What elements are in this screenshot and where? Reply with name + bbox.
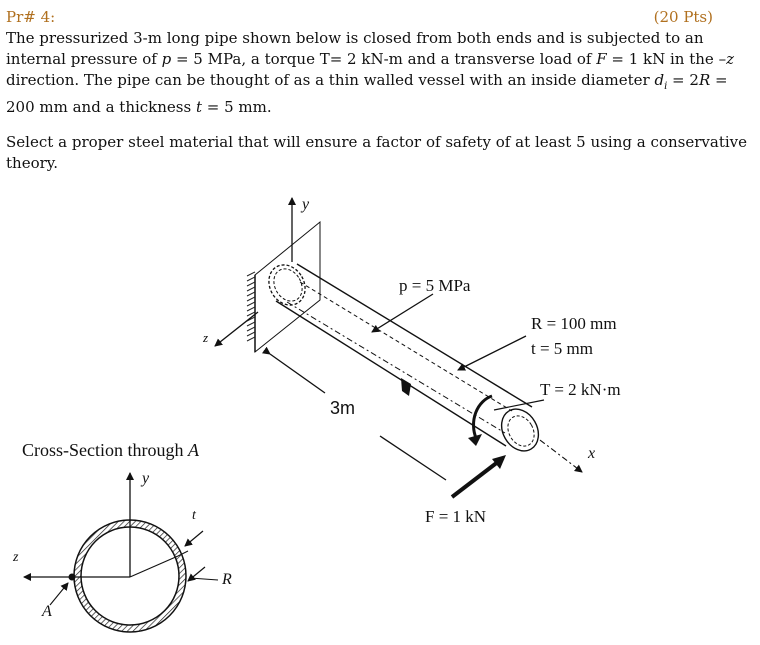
problem-points: (20 Pts) bbox=[653, 8, 713, 26]
point-A-leader bbox=[50, 583, 68, 605]
cs-A-label: A bbox=[42, 603, 52, 620]
force-label: F = 1 kN bbox=[425, 507, 487, 526]
cs-y-label: y bbox=[142, 470, 150, 487]
cs-t-arrow-outer bbox=[185, 531, 203, 546]
length-dim-left bbox=[270, 354, 325, 393]
length-dim-right bbox=[380, 436, 446, 480]
torque-leader bbox=[494, 400, 544, 410]
x-axis-arrow bbox=[540, 440, 582, 472]
thickness-label: t = 5 mm bbox=[531, 339, 594, 358]
radius-leader-arrow bbox=[458, 336, 526, 370]
pressure-label: p = 5 MPa bbox=[399, 276, 471, 295]
cs-R-label: R bbox=[222, 571, 232, 588]
problem-statement: The pressurized 3-m long pipe shown below is closed from both ends and is subjected to an internal pressure of p = 5 MPa, a torque T= 2 kN-m and a transverse load of F = 1 kN in the –z direction. The pipe can be thought of as a thin walled vessel with an inside diameter $d_i = 2R = 200$ mm and a thickness t = 5 mm. bbox=[6, 29, 734, 116]
fig-z-label: z bbox=[203, 330, 209, 345]
pressure-arrow bbox=[372, 294, 433, 332]
cs-z-label: z bbox=[13, 550, 19, 565]
point-A-marker bbox=[69, 574, 76, 581]
fig-x-label: x bbox=[588, 445, 596, 462]
cross-section-title: Cross-Section through A bbox=[22, 440, 199, 460]
radius-label: R = 100 mm bbox=[531, 314, 617, 333]
length-label: 3m bbox=[330, 398, 356, 418]
load-marker bbox=[401, 378, 411, 396]
cs-t-label: t bbox=[192, 508, 196, 523]
cross-section bbox=[24, 473, 218, 632]
force-arrow bbox=[452, 458, 503, 497]
problem-number: Pr# 4: bbox=[6, 8, 56, 26]
torque-label: T = 2 kN·m bbox=[540, 380, 621, 399]
problem-task: Select a proper steel material that will ensure a factor of safety of at least 5 using a conservative theory. bbox=[6, 133, 747, 172]
fig-y-label: y bbox=[302, 196, 310, 213]
cs-r-leader bbox=[190, 578, 218, 580]
